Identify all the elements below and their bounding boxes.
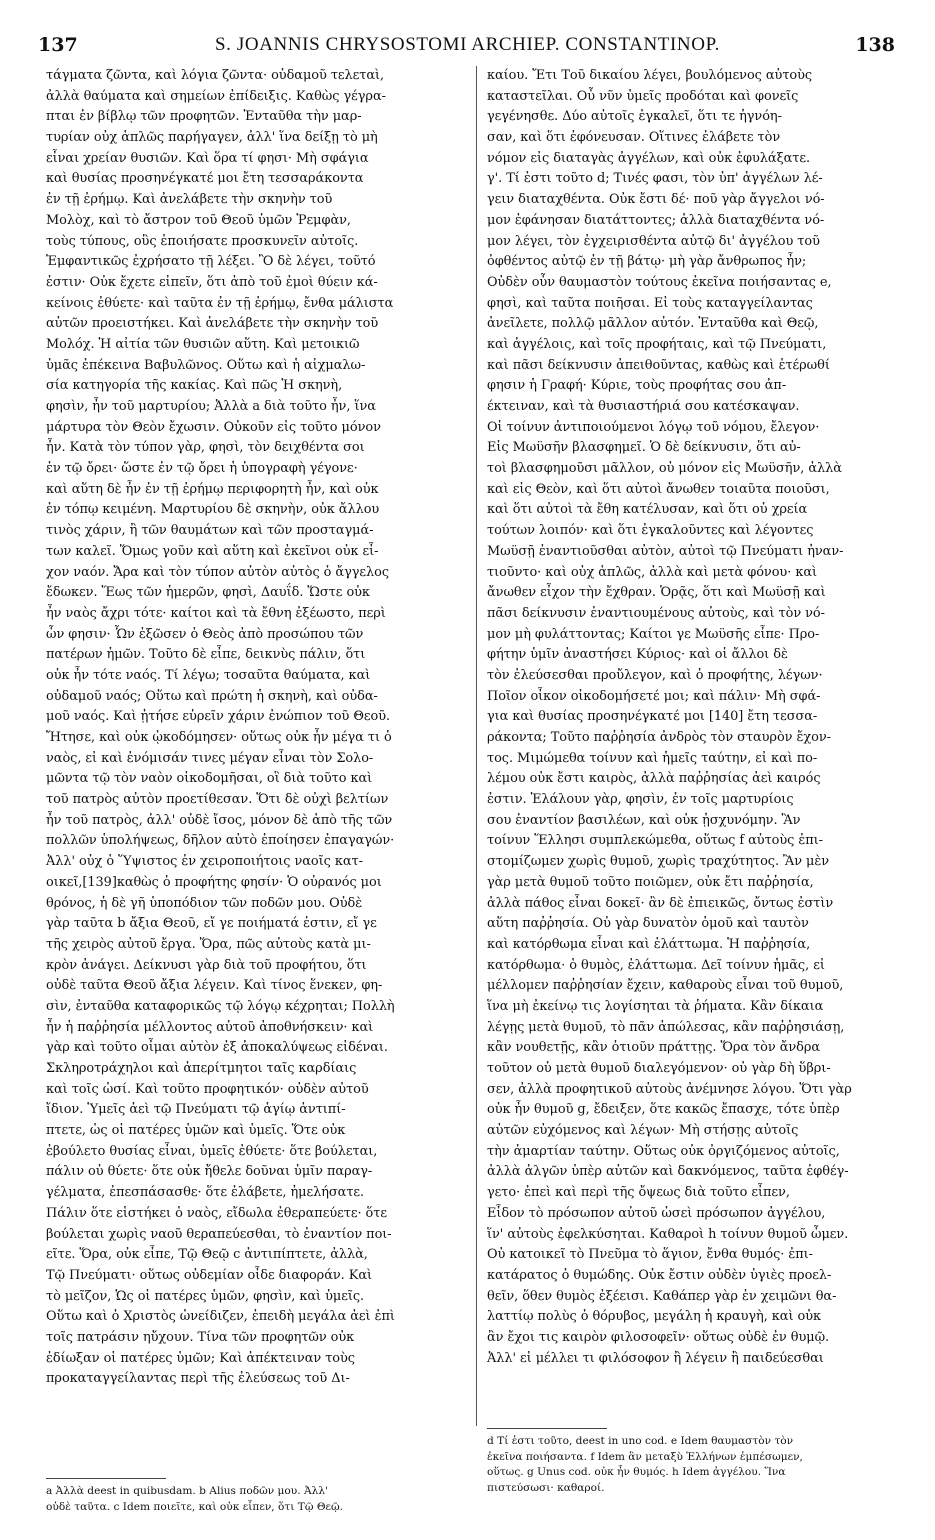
text-line: χον ναόν. Ἄρα καὶ τὸν τύπον αὐτὸν αὐτὸς ὁ ἄγγελος bbox=[46, 564, 390, 580]
text-line: οὐκ ἦν τότε ναός. Τί λέγω; τοσαῦτα θαύματα, καὶ bbox=[46, 667, 371, 683]
text-line: μον ἐφάνησαν διατάττοντες; ἀλλὰ διαταχθέντα νό- bbox=[487, 212, 825, 228]
text-line: Μολόχ. Ἡ αἰτία τῶν θυσιῶν αὕτη. Καὶ μετοικιῶ bbox=[46, 336, 360, 352]
text-line: ἔδωκεν. Ἕως τῶν ἡμερῶν, φησὶ, Δαυΐδ. Ὥστε οὐκ bbox=[46, 585, 370, 601]
text-line: μῶντα τῷ τὸν ναὸν οἰκοδομῆσαι, οἳ διὰ τοῦτο καὶ bbox=[46, 771, 373, 787]
text-line: καὶ τοῖς ὠσί. Καὶ τοῦτο προφητικόν· οὐδὲν αὐτοῦ bbox=[46, 1081, 369, 1097]
text-line: φήτην ὑμῖν ἀναστήσει Κύριος· καὶ οἱ ἄλλοι δὲ bbox=[487, 647, 788, 663]
text-line: Εἶδον τὸ πρόσωπον αὐτοῦ ὡσεὶ πρόσωπον ἀγγέλου, bbox=[487, 1205, 826, 1221]
text-line: τοῦτον οὐ μετὰ θυμοῦ διαλεγόμενον· οὐ γὰρ δὴ ὕβρι- bbox=[487, 1061, 831, 1076]
text-line: μον λέγει, τὸν ἐγχειρισθέντα αὐτῷ δι' ἀγγέλου τοῦ bbox=[487, 233, 820, 249]
text-line: γὰρ ταῦτα b ἄξια Θεοῦ, εἴ γε ποιήματά ἐστιν, εἴ γε bbox=[46, 916, 377, 932]
footnotes-right bbox=[487, 1434, 911, 1496]
text-line: τοὺς τύπους, οὓς ἐποιήσατε προσκυνεῖν αὐτοῖς. bbox=[46, 233, 359, 249]
footnote-line: οὐδὲ ταῦτα. c Idem ποιεῖτε, καὶ οὐκ εἶπεν, ὅτι Τῷ Θεῷ. bbox=[46, 1500, 344, 1513]
text-line: καὶ ἀγγέλοις, καὶ τοῖς προφήταις, καὶ τῷ Πνεύματι, bbox=[487, 336, 827, 352]
text-line: σὶν, ἐνταῦθα καταφορικῶς τῷ λόγῳ κέχρηται; Πολλὴ bbox=[46, 998, 395, 1014]
text-line: ὧν φησιν· Ὧν ἐξῶσεν ὁ Θεὸς ἀπὸ προσώπου τῶν bbox=[46, 626, 364, 642]
text-line: ἴδιον. Ὑμεῖς ἀεὶ τῷ Πνεύματι τῷ ἁγίῳ ἀντιπί- bbox=[46, 1102, 346, 1118]
footnote-line: d Τί ἐστι τοῦτο, deest in uno cod. e Idem θαυμαστὸν τὸν bbox=[487, 1435, 794, 1447]
text-line: τὸ μεῖζον, Ὡς οἱ πατέρες ὑμῶν, φησὶν, καὶ ὑμεῖς. bbox=[46, 1288, 365, 1304]
text-line: Ἀλλ' εἰ μέλλει τι φιλόσοφον ἢ λέγειν ἢ παιδεύεσθαι bbox=[487, 1350, 824, 1366]
text-line: καὶ πᾶσι δείκνυσιν ἀπειθοῦντας, καθὼς καὶ ἑτέρωθί bbox=[487, 357, 830, 373]
text-line: γεγένησθε. Δύο αὐτοῖς ἐγκαλεῖ, ὅτι τε ἠγνόη- bbox=[487, 109, 782, 125]
text-line: θεῖν, ὅθεν θυμὸς ἐξέεισι. Καθάπερ γὰρ ἐν χειμῶνι θα- bbox=[487, 1288, 837, 1304]
text-line: ἦν ἡ παῤῥησία μέλλοντος αὐτοῦ ἀποθνήσκειν· καὶ bbox=[46, 1019, 374, 1035]
text-line: ἐν τῇ ἐρήμῳ. Καὶ ἀνελάβετε τὴν σκηνὴν τοῦ bbox=[46, 192, 333, 208]
text-line: ἐν τῷ ὄρει· ὥστε ἐν τῷ ὄρει ἡ ὑπογραφὴ γέγονε· bbox=[46, 461, 358, 477]
text-line: τος. Μιμώμεθα τοίνυν καὶ ἡμεῖς ταύτην, εἰ καὶ πο- bbox=[487, 750, 818, 766]
text-line: γειν διαταχθέντα. Οὐκ ἔστι δέ· ποῦ γὰρ ἄγγελοι νό- bbox=[487, 192, 825, 208]
text-line: ἐστιν· Οὐκ ἔχετε εἰπεῖν, ὅτι ἀπὸ τοῦ ἐμοὶ θύειν κά- bbox=[46, 274, 378, 290]
text-line: τοῦ πατρὸς αὐτὸν προετίθεσαν. Ὅτι δὲ οὐχὶ βελτίων bbox=[46, 792, 389, 808]
text-line: καταστεῖλαι. Οὗ νῦν ὑμεῖς προδόται καὶ φονεῖς bbox=[487, 88, 799, 104]
text-line: θρόνος, ἡ δὲ γῆ ὑποπόδιον τῶν ποδῶν μου. Οὐδὲ bbox=[46, 895, 363, 911]
text-line: γέλματα, ἐπεσπάσασθε· ὅτε ἐλάβετε, ἠμελήσατε. bbox=[46, 1185, 365, 1201]
footnote-line: οὕτως. g Unus cod. οὐκ ἦν θυμός. h Idem ἀγγέλου. Ἵνα bbox=[487, 1466, 786, 1478]
text-line: μέλλομεν παῤῥησίαν ἔχειν, καθαροὺς εἶναι τοῦ θυμοῦ, bbox=[487, 978, 844, 994]
text-line: πάλιν οὐ θύετε· ὅτε οὐκ ἤθελε δοῦναι ὑμῖν παραγ- bbox=[46, 1164, 373, 1180]
footnote-rule-right bbox=[487, 1428, 607, 1429]
text-line: κατόρθωμα· ὁ θυμὸς, ἐλάττωμα. Δεῖ τοίνυν ἡμᾶς, εἰ bbox=[487, 957, 825, 973]
text-line: σεν, ἀλλὰ προφητικοῦ αὐτοὺς ἀνέμνησε λόγου. Ὅτι γὰρ bbox=[487, 1081, 852, 1097]
text-line: αὕτη παῤῥησία. Οὐ γὰρ δυνατὸν ὁμοῦ καὶ ταυτὸν bbox=[487, 916, 809, 932]
text-line: αὐτῶν προειστήκει. Καὶ ἀνελάβετε τὴν σκηνὴν τοῦ bbox=[46, 316, 379, 332]
text-line: Μωϋσῇ ἐναντιοῦσθαι αὐτὸν, αὐτοὶ τῷ Πνεύματι ἠναν- bbox=[487, 543, 844, 559]
text-line: Οὕτω καὶ ὁ Χριστὸς ὠνείδιζεν, ἐπειδὴ μεγάλα ἀεὶ ἐπὶ bbox=[46, 1309, 395, 1325]
text-line: Οἱ τοίνυν ἀντιποιούμενοι λόγῳ τοῦ νόμου, ἔλεγον· bbox=[487, 419, 820, 435]
text-line: κατάρατος ὁ θυμώδης. Οὐκ ἔστιν οὐδὲν ὑγιὲς προελ- bbox=[487, 1267, 832, 1283]
text-line: Πάλιν ὅτε εἱστήκει ὁ ναὸς, εἴδωλα ἐθεραπεύετε· ὅτε bbox=[46, 1205, 387, 1221]
text-line: ἄνωθεν εἶχον τὴν ἔχθραν. Ὁρᾷς, ὅτι καὶ Μωϋσῇ καὶ bbox=[487, 585, 826, 601]
column-divider bbox=[476, 66, 477, 1426]
text-line: σαν, καὶ ὅτι ἐφόνευσαν. Οἵτινες ἐλάβετε τὸν bbox=[487, 130, 781, 146]
footnote-line: πιστεύσωσι· καθαροί. bbox=[487, 1481, 605, 1494]
text-line: Μολὸχ, καὶ τὸ ἄστρον τοῦ Θεοῦ ὑμῶν Ῥεμφὰν, bbox=[46, 212, 351, 228]
text-line: ἦν. Κατὰ τὸν τύπον γὰρ, φησὶ, τὸν δειχθέντα σοι bbox=[46, 440, 365, 456]
text-line: τὴν ἁμαρτίαν ταύτην. Οὕτως οὐκ ὀργιζόμενος αὐτοῖς, bbox=[487, 1143, 840, 1159]
text-line: λέμου οὐκ ἔστι καιρὸς, ἀλλὰ παῤῥησίας ἀεὶ καιρός bbox=[487, 771, 821, 787]
text-line: Τῷ Πνεύματι· οὕτως οὐδεμίαν οἶδε διαφοράν. Καὶ bbox=[46, 1267, 372, 1283]
text-line: ἦν τοῦ πατρὸς, ἀλλ' οὐδὲ ἴσος, μόνον δὲ ἀπὸ τῆς τῶν bbox=[46, 812, 393, 828]
text-line: μοῦ ναός. Καὶ ᾐτήσε εὑρεῖν χάριν ἐνώπιον τοῦ Θεοῦ. bbox=[46, 709, 391, 725]
text-line: Ποῖον οἶκον οἰκοδομήσετέ μοι; καὶ πάλιν· Μὴ σφά- bbox=[487, 688, 821, 704]
text-line: καίου. Ἔτι Τοῦ δικαίου λέγει, βουλόμενος αὐτοὺς bbox=[487, 68, 813, 83]
text-line: στομίζωμεν χωρὶς θυμοῦ, χωρὶς τραχύτητος. Ἂν μὲν bbox=[487, 854, 830, 870]
text-line: τινὸς χάριν, ἢ τῶν θαυμάτων καὶ τῶν προσταγμά- bbox=[46, 523, 374, 539]
footnote-rule-left bbox=[46, 1478, 166, 1479]
text-line: ἐν τόπῳ κειμένη. Μαρτυρίου δὲ σκηνὴν, οὐκ ἄλλου bbox=[46, 502, 380, 518]
text-line: ἀλλὰ πάθος εἶναι δοκεῖ· ἂν δὲ ἐπιεικῶς, ὄντως ἐστὶν bbox=[487, 895, 834, 911]
text-line: ἀλλὰ ἀλγῶν ὑπὲρ αὐτῶν καὶ δακνόμενος, ταῦτα ἐφθέγ- bbox=[487, 1164, 849, 1180]
text-line: καὶ αὕτη δὲ ἦν ἐν τῇ ἐρήμῳ περιφορητὴ ἦν, καὶ οὐκ bbox=[46, 481, 379, 497]
text-line: σου ἐναντίον βασιλέων, καὶ οὐκ ᾐσχυνόμην. Ἂν bbox=[487, 812, 801, 828]
text-line: γὰρ μετὰ θυμοῦ τοῦτο ποιῶμεν, οὐκ ἔτι παῤῥησία, bbox=[487, 874, 814, 890]
text-line: φησὶ, καὶ ταῦτα ποιῆσαι. Εἰ τοὺς καταγγείλαντας bbox=[487, 295, 813, 311]
text-line: γὰρ καὶ τοῦτο οἶμαι αὐτὸν ἐξ ἀποκαλύψεως εἰδέναι. bbox=[46, 1040, 388, 1056]
text-line: φησιν ἡ Γραφή· Κύριε, τοὺς προφήτας σου ἀπ- bbox=[487, 378, 787, 394]
text-line: πατέρων ἡμῶν. Τοῦτο δὲ εἶπε, δεικνὺς πάλιν, ὅτι bbox=[46, 647, 366, 663]
text-line: Ἐμφαντικῶς ἐχρήσατο τῇ λέξει. Ὃ δὲ λέγει, τοῦτό bbox=[46, 254, 376, 270]
text-line: πται ἐν βίβλῳ τῶν προφητῶν. Ἐνταῦθα τὴν μαρ- bbox=[46, 109, 362, 125]
text-line: ἦν ναὸς ἄχρι τότε· καίτοι καὶ τὰ ἔθνη ἐξέωστο, περὶ bbox=[46, 605, 386, 621]
text-line: κἂν νουθετῇς, κἂν ὁτιοῦν πράττῃς. Ὅρα τὸν ἄνδρα bbox=[487, 1040, 821, 1056]
right-column bbox=[487, 66, 911, 1369]
text-line: γ'. Τί ἐστι τοῦτο d; Τινές φασι, τὸν ὑπ' ἀγγέλων λέ- bbox=[487, 171, 823, 187]
text-line: Σκληροτράχηλοι καὶ ἀπερίτμητοι ταῖς καρδίαις bbox=[46, 1061, 357, 1076]
text-line: φησὶν, ἦν τοῦ μαρτυρίου; Ἀλλὰ a διὰ τοῦτο ἦν, ἵνα bbox=[46, 399, 376, 414]
text-line: μάρτυρα τὸν Θεὸν ἔχωσιν. Οὐκοῦν εἰς τοῦτο μόνον bbox=[46, 419, 381, 435]
text-line: σία κατηγορία τῆς κακίας. Καὶ πῶς Ἡ σκηνὴ, bbox=[46, 378, 343, 394]
text-line: πτετε, ὡς οἱ πατέρες ὑμῶν καὶ ὑμεῖς. Ὅτε οὐκ bbox=[46, 1123, 346, 1139]
text-line: ἐστιν. Ἐλάλουν γὰρ, φησὶν, ἐν τοῖς μαρτυρίοις bbox=[487, 792, 794, 808]
footnotes-left bbox=[46, 1484, 470, 1515]
text-line: κρὸν ἀνάγει. Δείκνυσι γὰρ διὰ τοῦ προφήτου, ὅτι bbox=[46, 957, 367, 973]
text-line: καὶ θυσίας προσηνέγκατέ μοι ἔτη τεσσαράκοντα bbox=[46, 171, 364, 187]
text-line: τῆς χειρὸς αὐτοῦ ἔργα. Ὅρα, πῶς αὐτοὺς κατὰ μι- bbox=[46, 936, 371, 952]
text-line: τιοῦντο· καὶ οὐχ ἁπλῶς, ἀλλὰ καὶ μετὰ φόνου· καὶ bbox=[487, 564, 817, 580]
text-line: Εἰς Μωϋσῆν βλασφημεῖ. Ὁ δὲ δείκνυσιν, ὅτι αὐ- bbox=[487, 440, 801, 456]
text-line: ἐδίωξαν οἱ πατέρες ὑμῶν; Καὶ ἀπέκτειναν τοὺς bbox=[46, 1350, 355, 1366]
text-line: κείνοις ἐθύετε· καὶ ταῦτα ἐν τῇ ἐρήμῳ, ἔνθα μάλιστα bbox=[46, 295, 394, 311]
text-line: ὀφθέντος αὐτῷ ἐν τῇ βάτῳ· μὴ γὰρ ἄνθρωπος ἦν; bbox=[487, 254, 807, 270]
text-line: ἀνεῖλετε, πολλῷ μᾶλλον αὐτόν. Ἐνταῦθα καὶ Θεῷ, bbox=[487, 316, 819, 332]
text-line: ἵν' αὐτοὺς ἐφελκύσηται. Καθαροὶ h τοίνυν θυμοῦ ὦμεν. bbox=[487, 1226, 849, 1242]
text-line: πᾶσι δείκνυσιν ἐναντιουμένους αὐτοὺς, καὶ τὸν νό- bbox=[487, 605, 825, 621]
text-line: γετο· ἐπεὶ καὶ περὶ τῆς ὄψεως διὰ τοῦτο εἶπεν, bbox=[487, 1185, 790, 1201]
text-line: λέγῃς μετὰ θυμοῦ, τὸ πᾶν ἀπώλεσας, κἂν παῤῥησιάσῃ, bbox=[487, 1019, 845, 1035]
text-line: τάγματα ζῶντα, καὶ λόγια ζῶντα· οὐδαμοῦ τελεταὶ, bbox=[46, 68, 385, 83]
text-line: έκτειναν, καὶ τὰ θυσιαστήριά σου κατέσκαψαν. bbox=[487, 399, 800, 414]
text-line: βούλεται χωρὶς ναοῦ θεραπεύεσθαι, τὸ ἐναντίον ποι- bbox=[46, 1226, 392, 1242]
text-line: ἀλλὰ θαύματα καὶ σημείων ἐπίδειξις. Καθὼς γέγρα- bbox=[46, 88, 386, 104]
text-line: οὐδὲ ταῦτα Θεοῦ ἄξια λέγειν. Καὶ τίνος ἕνεκεν, φη- bbox=[46, 978, 383, 994]
text-line: οικεῖ,[139]καθὼς ὁ προφήτης φησίν· Ὁ οὐρανός μοι bbox=[46, 874, 382, 890]
text-line: Οὐδὲν οὖν θαυμαστὸν τούτους ἐκεῖνα ποιήσαντας e, bbox=[487, 274, 832, 290]
text-line: τὸν ἐλεύσεσθαι προὔλεγον, καὶ ὁ προφήτης, λέγων· bbox=[487, 667, 823, 683]
page-number-right: 138 bbox=[855, 34, 895, 56]
text-line: τούτων λοιπόν· καὶ ὅτι ἐγκαλοῦντες καὶ λέγοντες bbox=[487, 523, 814, 539]
text-line: μον μὴ φυλάττοντας; Καίτοι γε Μωϋσῆς εἶπε· Προ- bbox=[487, 626, 820, 642]
text-line: για καὶ θυσίας προσηνέγκατέ μοι [140] ἔτη τεσσα- bbox=[487, 709, 818, 725]
text-line: ναὸς, εἰ καὶ ἐνόμισάν τινες μέγαν εἶναι τὸν Σολο- bbox=[46, 750, 374, 766]
text-line: ἂν ἔχοι τις καιρὸν φιλοσοφεῖν· οὕτως οὐδὲ ἐν θυμῷ. bbox=[487, 1329, 830, 1345]
text-line: εῖτε. Ὅρα, οὐκ εἶπε, Τῷ Θεῷ c ἀντιπίπτετε, ἀλλὰ, bbox=[46, 1247, 368, 1263]
text-line: ράκοντα; Τοῦτο παῤῥησία ἀνδρὸς τὸν σταυρὸν ἔχον- bbox=[487, 730, 831, 745]
text-line: ἵνα μὴ ἐκείνῳ τις λογίσηται τὰ ῥήματα. Κἂν δίκαια bbox=[487, 998, 824, 1014]
page-number-left: 137 bbox=[38, 34, 78, 56]
text-line: ἐβούλετο θυσίας εἶναι, ὑμεῖς ἐθύετε· ὅτε βούλεται, bbox=[46, 1143, 378, 1159]
text-line: καὶ ὅτι αὐτοὶ τὰ ἔθη κατέλυσαν, καὶ ὅτι οὐ χρεία bbox=[487, 502, 808, 518]
text-line: καὶ κατόρθωμα εἶναι καὶ ἐλάττωμα. Ἡ παῤῥησία, bbox=[487, 936, 811, 952]
text-line: ὑμᾶς ἐπέκεινα Βαβυλῶνος. Οὕτω καὶ ἡ αἰχμαλω- bbox=[46, 357, 366, 373]
footnote-line: a Ἀλλὰ deest in quibusdam. b Alius ποδῶν μου. Ἀλλ' bbox=[46, 1485, 328, 1497]
text-line: προκαταγγείλαντας περὶ τῆς ἐλεύσεως τοῦ Δι- bbox=[46, 1371, 350, 1387]
text-line: τυρίαν οὐχ ἁπλῶς παρήγαγεν, ἀλλ' ἵνα δείξῃ τὸ μὴ bbox=[46, 130, 378, 146]
text-line: αὐτῶν εὐχόμενος καὶ λέγων· Μὴ στήσῃς αὐτοῖς bbox=[487, 1123, 799, 1139]
running-title: S. JOANNIS CHRYSOSTOMI ARCHIEP. CONSTANTINOP. bbox=[215, 34, 720, 55]
left-column bbox=[46, 66, 470, 1390]
text-line: εἶναι χρείαν θυσιῶν. Καὶ ὅρα τί φησι· Μὴ σφάγια bbox=[46, 150, 369, 166]
text-line: οὐκ ἦν θυμοῦ g, ἔδειξεν, ὅτε κακῶς ἔπασχε, τότε ὑπὲρ bbox=[487, 1102, 840, 1118]
text-line: πολλῶν ὑπολήψεως, δῆλον αὐτὸ ἐποίησεν ἐπαγαγών· bbox=[46, 833, 395, 849]
text-line: Οὐ κατοικεῖ τὸ Πνεῦμα τὸ ἅγιον, ἔνθα θυμός· ἐπι- bbox=[487, 1247, 813, 1263]
text-line: τοὶ βλασφημοῦσι μᾶλλον, οὐ μόνον εἰς Μωϋσῆν, ἀλλὰ bbox=[487, 461, 842, 477]
text-line: λαττίῳ πολὺς ὁ θόρυβος, μεγάλη ἡ κραυγὴ, καὶ οὐκ bbox=[487, 1309, 822, 1325]
text-line: τοῖς πατράσιν ηὔχουν. Τίνα τῶν προφητῶν οὐκ bbox=[46, 1329, 355, 1345]
footnote-line: ἐκεῖνα ποιήσαντα. f Idem ἂν μεταξὺ Ἑλλήνων ἐμπέσωμεν, bbox=[487, 1450, 803, 1463]
text-line: Ἤτησε, καὶ οὐκ ᾠκοδόμησεν· οὕτως οὐκ ἦν μέγα τι ὁ bbox=[46, 730, 392, 745]
text-line: νόμον εἰς διαταγὰς ἀγγέλων, καὶ οὐκ ἐφυλάξατε. bbox=[487, 150, 811, 166]
running-header bbox=[30, 34, 905, 64]
text-line: τοίνυν Ἕλλησι συμπλεκώμεθα, οὕτως f αὐτοὺς ἐπι- bbox=[487, 833, 823, 849]
text-line: οὐδαμοῦ ναός; Οὕτω καὶ πρώτη ἡ σκηνὴ, καὶ οὐδα- bbox=[46, 688, 378, 704]
text-line: καὶ εἰς Θεὸν, καὶ ὅτι αὐτοὶ ἄνωθεν τοιαῦτα ποιοῦσι, bbox=[487, 481, 830, 497]
text-line: Ἀλλ' οὐχ ὁ Ὕψιστος ἐν χειροποιήτοις ναοῖς κατ- bbox=[46, 854, 363, 870]
text-line: των καλεῖ. Ὅμως γοῦν καὶ αὕτη καὶ ἐκεῖνοι οὐκ εἶ- bbox=[46, 543, 379, 559]
